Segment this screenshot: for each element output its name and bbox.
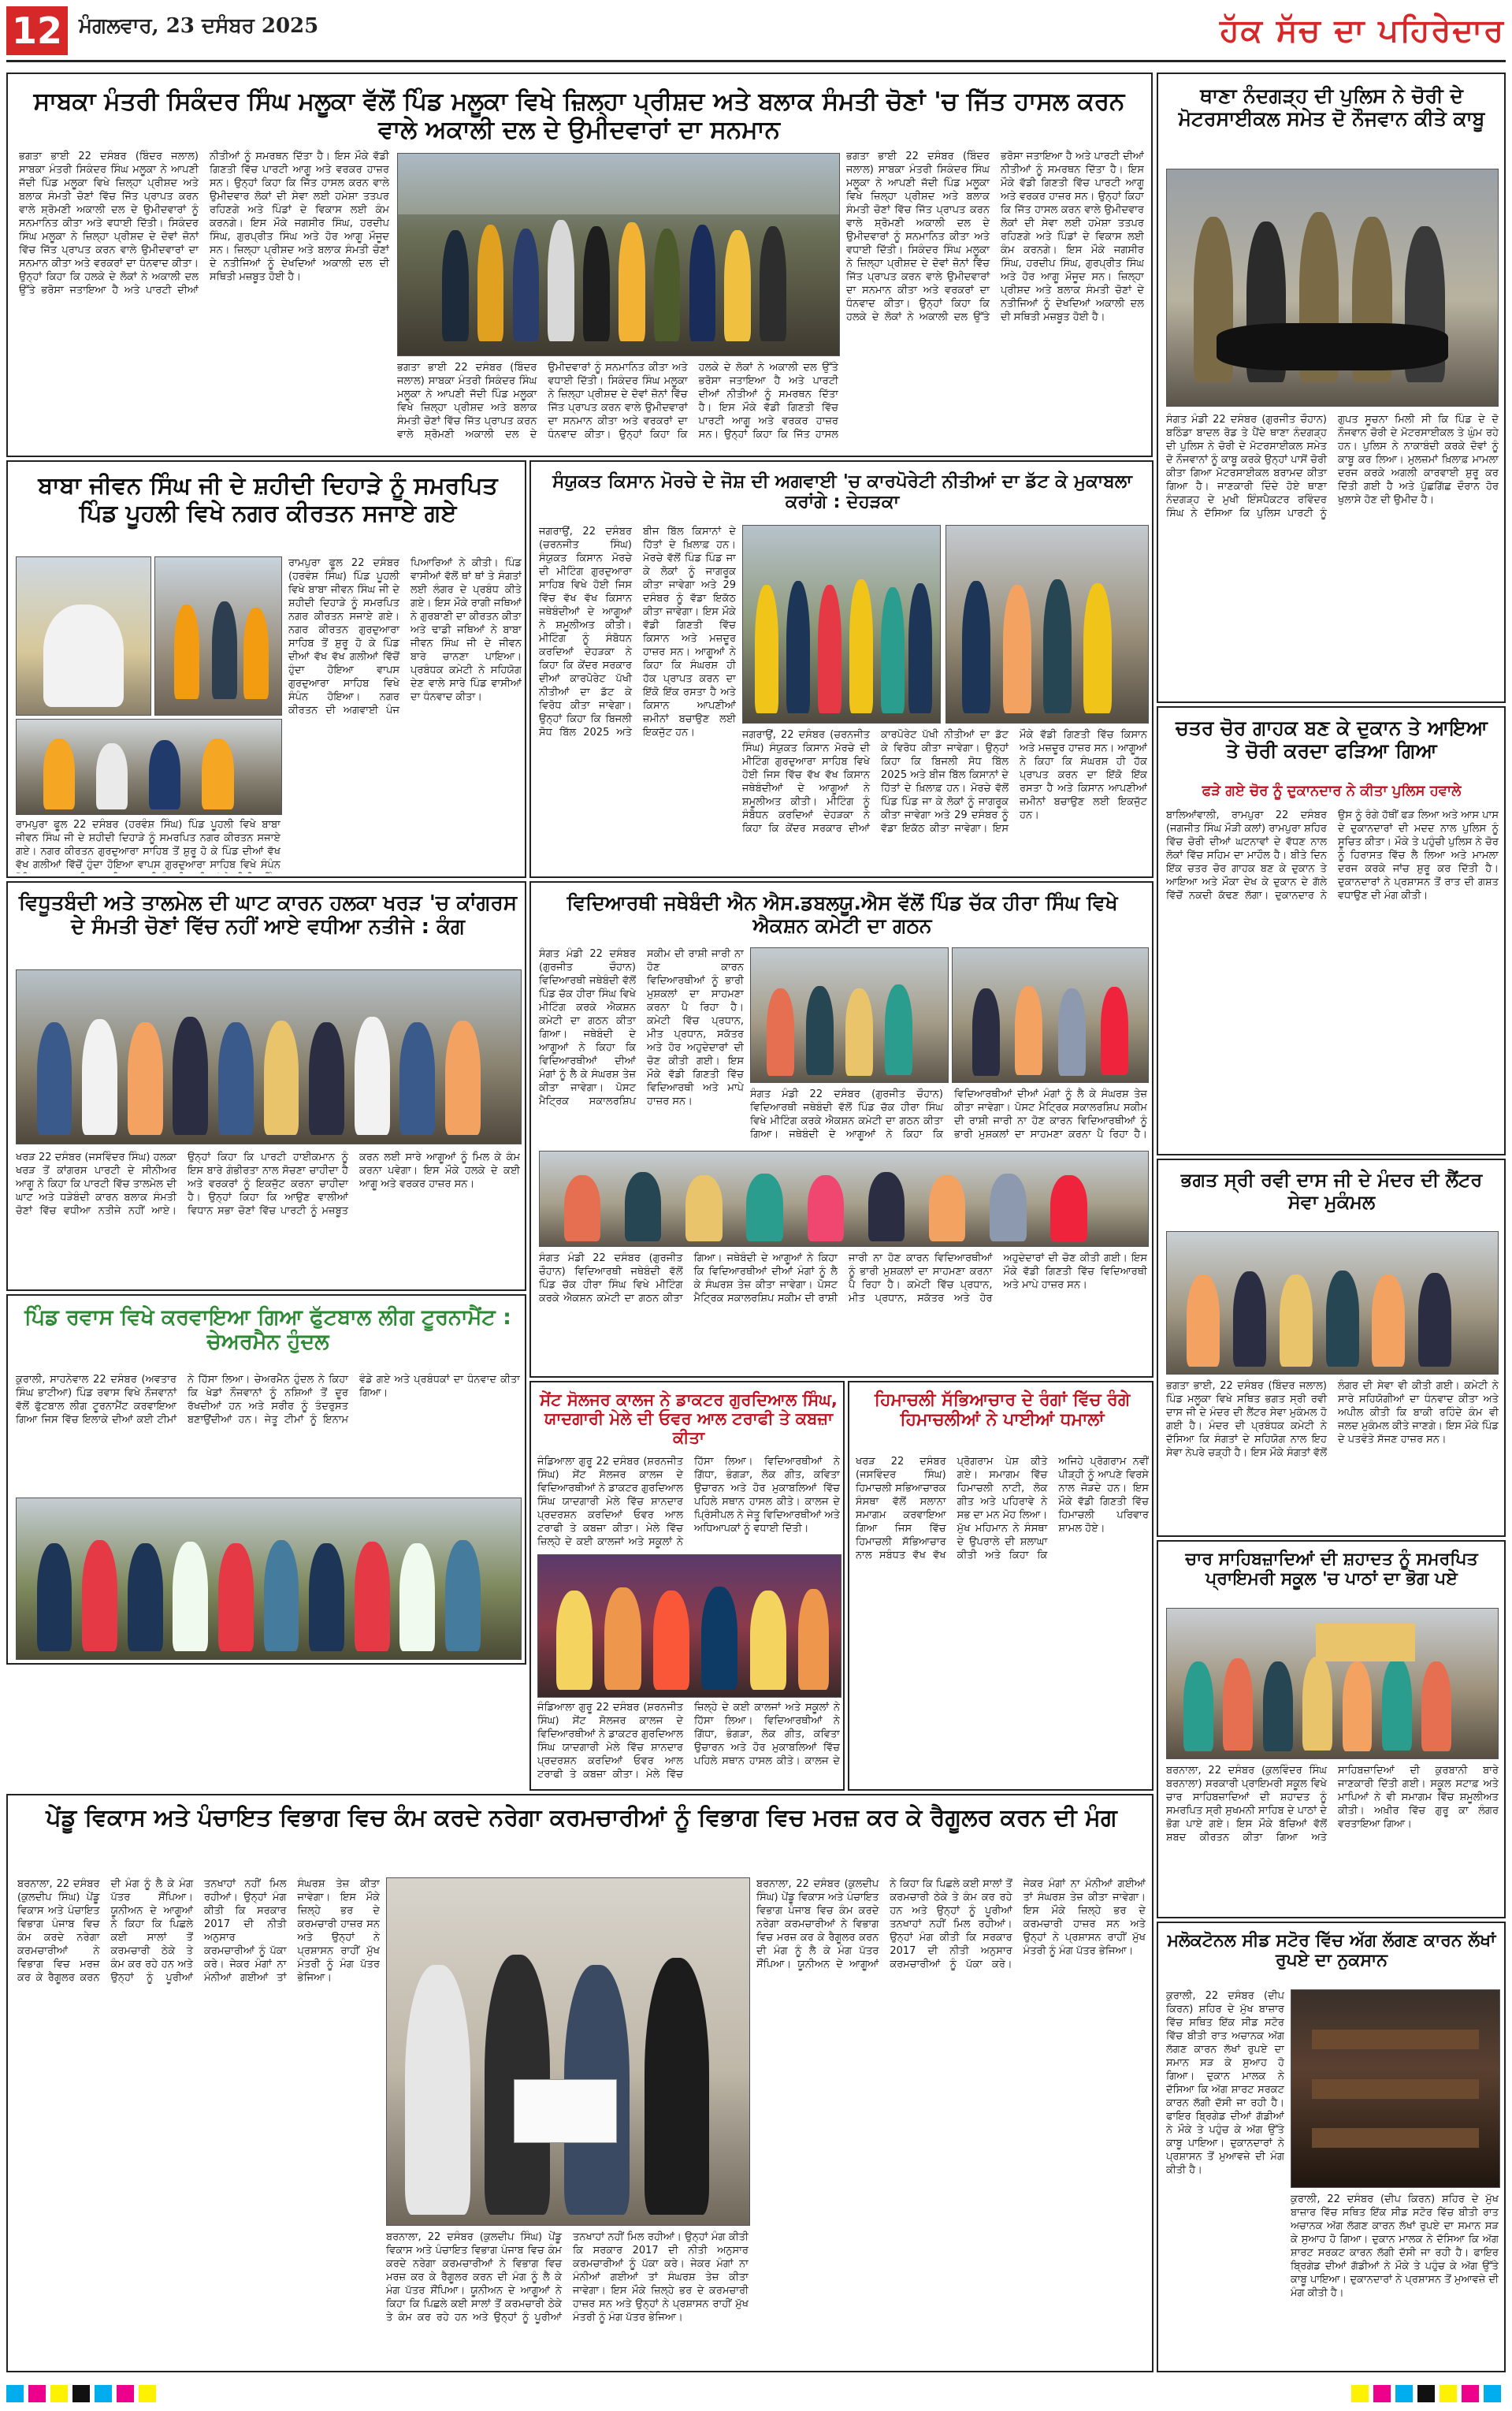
article-a7-photo-3 (539, 1151, 1149, 1247)
brand-line: ਹੱਕ ਸੱਚ ਦਾ ਪਹਿਰੇਦਾਰ (1220, 13, 1505, 49)
article-a5 (1157, 706, 1506, 1155)
article-a11-photo (16, 1498, 522, 1660)
article-a14 (6, 1794, 1154, 2372)
article-a9-photo (537, 1554, 841, 1698)
masthead (0, 0, 1512, 63)
article-a4-photo-1 (742, 525, 941, 724)
article-a7-photo-1 (750, 947, 949, 1083)
article-a8-body: ਖਰੜ 22 ਦਸੰਬਰ (ਜਸਵਿੰਦਰ ਸਿੰਘ) ਹਲਕਾ ਖਰੜ ਤੋਂ ਕਾਂਗਰਸ ਪਾਰਟੀ ਦੇ ਸੀਨੀਅਰ ਆਗੂ ਨੇ ਕਿਹਾ ਕਿ ਪਾਰਟੀ ਵਿੱਚ ਤਾਲਮੇਲ ਦੀ ਘਾਟ ਅਤੇ ਧੜੇਬੰਦੀ ਕਾਰਨ ਬਲਾਕ ਸੰਮਤੀ ਚੋਣਾਂ ਵਿੱਚ ਵਧੀਆ ਨਤੀਜੇ ਨਹੀਂ ਆਏ। ਉਨ੍ਹਾਂ ਕਿਹਾ ਕਿ ਪਾਰਟੀ ਹਾਈਕਮਾਨ ਨੂੰ ਇਸ ਬਾਰੇ ਗੰਭੀਰਤਾ ਨਾਲ ਸੋਚਣਾ ਚਾਹੀਦਾ ਹੈ ਅਤੇ ਵਰਕਰਾਂ ਨੂੰ ਇਕਜੁੱਟ ਕਰਨਾ ਚਾਹੀਦਾ ਹੈ। ਉਨ੍ਹਾਂ ਕਿਹਾ ਕਿ ਆਉਣ ਵਾਲੀਆਂ ਵਿਧਾਨ ਸਭਾ ਚੋਣਾਂ ਵਿੱਚ ਪਾਰਟੀ ਨੂੰ ਮਜ਼ਬੂਤ ਕਰਨ ਲਈ ਸਾਰੇ ਆਗੂਆਂ ਨੂੰ ਮਿਲ ਕੇ ਕੰਮ ਕਰਨਾ ਪਵੇਗਾ। ਇਸ ਮੌਕੇ ਹਲਕੇ ਦੇ ਕਈ ਆਗੂ ਅਤੇ ਵਰਕਰ ਹਾਜ਼ਰ ਸਨ। (16, 1152, 520, 1217)
article-a2-headline: ਥਾਣਾ ਨੰਦਗੜ੍ਹ ਦੀ ਪੁਲਿਸ ਨੇ ਚੋਰੀ ਦੇ ਮੋਟਰਸਾਈਕਲ ਸਮੇਤ ਦੋ ਨੌਜਵਾਨ ਕੀਤੇ ਕਾਬੂ (1178, 84, 1485, 130)
article-a12-body: ਬਰਨਾਲਾ, 22 ਦਸੰਬਰ (ਕੁਲਵਿੰਦਰ ਸਿੰਘ ਬਰਨਾਲਾ) ਸਰਕਾਰੀ ਪ੍ਰਾਇਮਰੀ ਸਕੂਲ ਵਿਖੇ ਚਾਰ ਸਾਹਿਬਜ਼ਾਦਿਆਂ ਦੀ ਸ਼ਹਾਦਤ ਨੂੰ ਸਮਰਪਿਤ ਸ੍ਰੀ ਸੁਖਮਨੀ ਸਾਹਿਬ ਦੇ ਪਾਠਾਂ ਦੇ ਭੋਗ ਪਾਏ ਗਏ। ਇਸ ਮੌਕੇ ਬੱਚਿਆਂ ਵੱਲੋਂ ਸ਼ਬਦ ਕੀਰਤਨ ਕੀਤਾ ਗਿਆ ਅਤੇ ਸਾਹਿਬਜ਼ਾਦਿਆਂ ਦੀ ਕੁਰਬਾਨੀ ਬਾਰੇ ਜਾਣਕਾਰੀ ਦਿੱਤੀ ਗਈ। ਸਕੂਲ ਸਟਾਫ਼ ਅਤੇ ਮਾਪਿਆਂ ਨੇ ਵੀ ਸਮਾਗਮ ਵਿੱਚ ਸ਼ਮੂਲੀਅਤ ਕੀਤੀ। ਅਖ਼ੀਰ ਵਿੱਚ ਗੁਰੂ ਕਾ ਲੰਗਰ ਵਰਤਾਇਆ ਗਿਆ। (1166, 1765, 1499, 1844)
article-a13-photo (1291, 1989, 1500, 2188)
article-a9 (529, 1381, 845, 1791)
article-a4 (529, 460, 1154, 878)
article-a9-body-bottom: ਜੰਡਿਆਲਾ ਗੁਰੂ 22 ਦਸੰਬਰ (ਸ਼ਰਨਜੀਤ ਸਿੰਘ) ਸੇਂਟ ਸੋਲਜਰ ਕਾਲਜ ਦੇ ਵਿਦਿਆਰਥੀਆਂ ਨੇ ਡਾਕਟਰ ਗੁਰਦਿਆਲ ਸਿੰਘ ਯਾਦਗਾਰੀ ਮੇਲੇ ਵਿੱਚ ਸ਼ਾਨਦਾਰ ਪ੍ਰਦਰਸ਼ਨ ਕਰਦਿਆਂ ਓਵਰ ਆਲ ਟਰਾਫੀ ਤੇ ਕਬਜ਼ਾ ਕੀਤਾ। ਮੇਲੇ ਵਿੱਚ ਜ਼ਿਲ੍ਹੇ ਦੇ ਕਈ ਕਾਲਜਾਂ ਅਤੇ ਸਕੂਲਾਂ ਨੇ ਹਿੱਸਾ ਲਿਆ। ਵਿਦਿਆਰਥੀਆਂ ਨੇ ਗਿੱਧਾ, ਭੰਗੜਾ, ਲੋਕ ਗੀਤ, ਕਵਿਤਾ ਉਚਾਰਨ ਅਤੇ ਹੋਰ ਮੁਕਾਬਲਿਆਂ ਵਿੱਚ ਪਹਿਲੇ ਸਥਾਨ ਹਾਸਲ ਕੀਤੇ। ਕਾਲਜ ਦੇ (537, 1702, 840, 1780)
article-a4-body-right: ਜਗਰਾਉਂ, 22 ਦਸੰਬਰ (ਚਰਨਜੀਤ ਸਿੰਘ) ਸੰਯੁਕਤ ਕਿਸਾਨ ਮੋਰਚੇ ਦੀ ਮੀਟਿੰਗ ਗੁਰਦੁਆਰਾ ਸਾਹਿਬ ਵਿਖੇ ਹੋਈ ਜਿਸ ਵਿੱਚ ਵੱਖ ਵੱਖ ਕਿਸਾਨ ਜਥੇਬੰਦੀਆਂ ਦੇ ਆਗੂਆਂ ਨੇ ਸ਼ਮੂਲੀਅਤ ਕੀਤੀ। ਮੀਟਿੰਗ ਨੂੰ ਸੰਬੋਧਨ ਕਰਦਿਆਂ ਦੇਹੜਕਾ ਨੇ ਕਿਹਾ ਕਿ ਕੇਂਦਰ ਸਰਕਾਰ ਦੀਆਂ ਕਾਰਪੋਰੇਟ ਪੱਖੀ ਨੀਤੀਆਂ ਦਾ ਡੱਟ ਕੇ ਵਿਰੋਧ ਕੀਤਾ ਜਾਵੇਗਾ। ਉਨ੍ਹਾਂ ਕਿਹਾ ਕਿ ਬਿਜਲੀ ਸੋਧ ਬਿੱਲ 2025 ਅਤੇ ਬੀਜ ਬਿੱਲ ਕਿਸਾਨਾਂ ਦੇ ਹਿੱਤਾਂ ਦੇ ਖ਼ਿਲਾਫ਼ ਹਨ। ਮੋਰਚੇ ਵੱਲੋਂ ਪਿੰਡ ਪਿੰਡ ਜਾ ਕੇ ਲੋਕਾਂ ਨੂੰ ਜਾਗਰੂਕ ਕੀਤਾ ਜਾਵੇਗਾ ਅਤੇ 29 ਦਸੰਬਰ ਨੂੰ ਵੱਡਾ ਇਕੱਠ ਕੀਤਾ ਜਾਵੇਗਾ। ਇਸ ਮੌਕੇ ਵੱਡੀ ਗਿਣਤੀ ਵਿੱਚ ਕਿਸਾਨ ਅਤੇ ਮਜ਼ਦੂਰ ਹਾਜ਼ਰ ਸਨ। ਆਗੂਆਂ ਨੇ ਕਿਹਾ ਕਿ ਸੰਘਰਸ਼ ਹੀ ਹੱਕ ਪ੍ਰਾਪਤ ਕਰਨ ਦਾ ਇੱਕੋ ਇੱਕ ਰਸਤਾ ਹੈ ਅਤੇ ਕਿਸਾਨ ਆਪਣੀਆਂ ਜ਼ਮੀਨਾਂ ਬਚਾਉਣ ਲਈ ਇਕਜੁੱਟ ਹਨ। (742, 729, 1147, 835)
article-a5-headline: ਚਤਰ ਚੋਰ ਗਾਹਕ ਬਣ ਕੇ ਦੁਕਾਨ ਤੇ ਆਇਆ ਤੇ ਚੋਰੀ ਕਰਦਾ ਫੜਿਆ ਗਿਆ (1175, 716, 1488, 762)
article-a11-headline: ਪਿੰਡ ਰਵਾਸ ਵਿਖੇ ਕਰਵਾਇਆ ਗਿਆ ਫੁੱਟਬਾਲ ਲੀਗ ਟੂਰਨਾਮੈਂਟ : ਚੇਅਰਮੈਨ ਹੁੰਦਲ (24, 1305, 511, 1355)
article-a6-body: ਭਗਤਾ ਭਾਈ, 22 ਦਸੰਬਰ (ਬਿੰਦਰ ਜਲਾਲ) ਪਿੰਡ ਮਲੂਕਾ ਵਿਖੇ ਸਥਿਤ ਭਗਤ ਸ੍ਰੀ ਰਵੀ ਦਾਸ ਜੀ ਦੇ ਮੰਦਰ ਦੀ ਲੈਂਟਰ ਸੇਵਾ ਮੁਕੰਮਲ ਹੋ ਗਈ ਹੈ। ਮੰਦਰ ਦੀ ਪ੍ਰਬੰਧਕ ਕਮੇਟੀ ਨੇ ਦੱਸਿਆ ਕਿ ਸੰਗਤਾਂ ਦੇ ਸਹਿਯੋਗ ਨਾਲ ਇਹ ਸੇਵਾ ਨੇਪਰੇ ਚੜ੍ਹੀ ਹੈ। ਇਸ ਮੌਕੇ ਸੰਗਤਾਂ ਵੱਲੋਂ ਲੰਗਰ ਦੀ ਸੇਵਾ ਵੀ ਕੀਤੀ ਗਈ। ਕਮੇਟੀ ਨੇ ਸਾਰੇ ਸਹਿਯੋਗੀਆਂ ਦਾ ਧੰਨਵਾਦ ਕੀਤਾ ਅਤੇ ਅਪੀਲ ਕੀਤੀ ਕਿ ਬਾਕੀ ਰਹਿੰਦੇ ਕੰਮ ਵੀ ਜਲਦ ਮੁਕੰਮਲ ਕੀਤੇ ਜਾਣਗੇ। ਇਸ ਮੌਕੇ ਪਿੰਡ ਦੇ ਪਤਵੰਤੇ ਸੱਜਣ ਹਾਜ਼ਰ ਸਨ। (1166, 1380, 1499, 1459)
article-a7-body-bottom: ਸੰਗਤ ਮੰਡੀ 22 ਦਸੰਬਰ (ਗੁਰਜੀਤ ਚੌਹਾਨ) ਵਿਦਿਆਰਥੀ ਜਥੇਬੰਦੀ ਵੱਲੋਂ ਪਿੰਡ ਚੱਕ ਹੀਰਾ ਸਿੰਘ ਵਿਖੇ ਮੀਟਿੰਗ ਕਰਕੇ ਐਕਸ਼ਨ ਕਮੇਟੀ ਦਾ ਗਠਨ ਕੀਤਾ ਗਿਆ। ਜਥੇਬੰਦੀ ਦੇ ਆਗੂਆਂ ਨੇ ਕਿਹਾ ਕਿ ਵਿਦਿਆਰਥੀਆਂ ਦੀਆਂ ਮੰਗਾਂ ਨੂੰ ਲੈ ਕੇ ਸੰਘਰਸ਼ ਤੇਜ਼ ਕੀਤਾ ਜਾਵੇਗਾ। ਪੋਸਟ ਮੈਟ੍ਰਿਕ ਸਕਾਲਰਸ਼ਿਪ ਸਕੀਮ ਦੀ ਰਾਸ਼ੀ ਜਾਰੀ ਨਾ ਹੋਣ ਕਾਰਨ ਵਿਦਿਆਰਥੀਆਂ ਨੂੰ ਭਾਰੀ ਮੁਸ਼ਕਲਾਂ ਦਾ ਸਾਹਮਣਾ ਕਰਨਾ ਪੈ ਰਿਹਾ ਹੈ। ਕਮੇਟੀ ਵਿੱਚ ਪ੍ਰਧਾਨ, ਮੀਤ ਪ੍ਰਧਾਨ, ਸਕੱਤਰ ਅਤੇ ਹੋਰ ਅਹੁਦੇਦਾਰਾਂ ਦੀ ਚੋਣ ਕੀਤੀ ਗਈ। ਇਸ ਮੌਕੇ ਵੱਡੀ ਗਿਣਤੀ ਵਿੱਚ ਵਿਦਿਆਰਥੀ ਅਤੇ ਮਾਪੇ ਹਾਜ਼ਰ ਸਨ। (539, 1252, 1147, 1304)
article-a12-headline: ਚਾਰ ਸਾਹਿਬਜ਼ਾਦਿਆਂ ਦੀ ਸ਼ਹਾਦਤ ਨੂੰ ਸਮਰਪਿਤ ਪ੍ਰਾਇਮਰੀ ਸਕੂਲ 'ਚ ਪਾਠਾਂ ਦਾ ਭੋਗ ਪਏ (1185, 1550, 1478, 1590)
article-a8-headline: ਵਿਧੂਤਬੰਦੀ ਅਤੇ ਤਾਲਮੇਲ ਦੀ ਘਾਟ ਕਾਰਨ ਹਲਕਾ ਖਰੜ 'ਚ ਕਾਂਗਰਸ ਦੇ ਸੰਮਤੀ ਚੋਣਾਂ ਵਿੱਚ ਨਹੀਂ ਆਏ ਵਧੀਆ ਨਤੀਜੇ : ਕੰਗ (18, 891, 518, 939)
article-a3-headline: ਬਾਬਾ ਜੀਵਨ ਸਿੰਘ ਜੀ ਦੇ ਸ਼ਹੀਦੀ ਦਿਹਾੜੇ ਨੂੰ ਸਮਰਪਿਤ ਪਿੰਡ ਪੂਹਲੀ ਵਿਖੇ ਨਗਰ ਕੀਰਤਨ ਸਜਾਏ ਗਏ (38, 472, 498, 527)
article-a12 (1157, 1540, 1506, 1918)
article-a11-body: ਕੁਰਾਲੀ, ਸਾਹਨੇਵਾਲ 22 ਦਸੰਬਰ (ਅਵਤਾਰ ਸਿੰਘ ਭਾਟੀਆ) ਪਿੰਡ ਰਵਾਸ ਵਿਖੇ ਨੌਜਵਾਨਾਂ ਵੱਲੋਂ ਫੁੱਟਬਾਲ ਲੀਗ ਟੂਰਨਾਮੈਂਟ ਕਰਵਾਇਆ ਗਿਆ ਜਿਸ ਵਿੱਚ ਇਲਾਕੇ ਦੀਆਂ ਕਈ ਟੀਮਾਂ ਨੇ ਹਿੱਸਾ ਲਿਆ। ਚੇਅਰਮੈਨ ਹੁੰਦਲ ਨੇ ਕਿਹਾ ਕਿ ਖੇਡਾਂ ਨੌਜਵਾਨਾਂ ਨੂੰ ਨਸ਼ਿਆਂ ਤੋਂ ਦੂਰ ਰੱਖਦੀਆਂ ਹਨ ਅਤੇ ਸਰੀਰ ਨੂੰ ਤੰਦਰੁਸਤ ਬਣਾਉਂਦੀਆਂ ਹਨ। ਜੇਤੂ ਟੀਮਾਂ ਨੂੰ ਇਨਾਮ ਵੰਡੇ ਗਏ ਅਤੇ ਪ੍ਰਬੰਧਕਾਂ ਦਾ ਧੰਨਵਾਦ ਕੀਤਾ ਗਿਆ। (16, 1374, 520, 1426)
article-a3-photo-2 (154, 556, 282, 716)
article-a14-headline: ਪੇਂਡੂ ਵਿਕਾਸ ਅਤੇ ਪੰਚਾਇਤ ਵਿਭਾਗ ਵਿਚ ਕੰਮ ਕਰਦੇ ਨਰੇਗਾ ਕਰਮਚਾਰੀਆਂ ਨੂੰ ਵਿਭਾਗ ਵਿਚ ਮਰਜ਼ ਕਰ ਕੇ ਰੈਗੂਲਰ ਕਰਨ ਦੀ ਮੰਗ (46, 1804, 1117, 1832)
article-a12-photo (1166, 1608, 1499, 1759)
article-a6-photo (1166, 1231, 1499, 1375)
date-line: ਮੰਗਲਵਾਰ, 23 ਦਸੰਬਰ 2025 (79, 14, 319, 38)
article-a7-photo-2 (952, 947, 1149, 1083)
article-a13-headline: ਮਲੋਕਟੋਨਲ ਸੀਡ ਸਟੋਰ ਵਿੱਚ ਅੱਗ ਲੱਗਣ ਕਾਰਨ ਲੱਖਾਂ ਰੁਪਏ ਦਾ ਨੁਕਸਾਨ (1167, 1931, 1496, 1971)
article-a3-photo-3 (16, 719, 282, 815)
article-a1-body-left: ਭਗਤਾ ਭਾਈ 22 ਦਸੰਬਰ (ਬਿੰਦਰ ਜਲਾਲ) ਸਾਬਕਾ ਮੰਤਰੀ ਸਿਕੰਦਰ ਸਿੰਘ ਮਲੂਕਾ ਨੇ ਆਪਣੀ ਜੱਦੀ ਪਿੰਡ ਮਲੂਕਾ ਵਿਖੇ ਜ਼ਿਲ੍ਹਾ ਪ੍ਰੀਸ਼ਦ ਅਤੇ ਬਲਾਕ ਸੰਮਤੀ ਚੋਣਾਂ ਵਿੱਚ ਜਿੱਤ ਪ੍ਰਾਪਤ ਕਰਨ ਵਾਲੇ ਸ਼੍ਰੋਮਣੀ ਅਕਾਲੀ ਦਲ ਦੇ ਉਮੀਦਵਾਰਾਂ ਨੂੰ ਸਨਮਾਨਿਤ ਕੀਤਾ ਅਤੇ ਵਧਾਈ ਦਿੱਤੀ। ਸਿਕੰਦਰ ਸਿੰਘ ਮਲੂਕਾ ਨੇ ਜ਼ਿਲ੍ਹਾ ਪ੍ਰੀਸ਼ਦ ਦੇ ਦੋਵਾਂ ਜ਼ੋਨਾਂ ਵਿੱਚ ਜਿੱਤ ਪ੍ਰਾਪਤ ਕਰਨ ਵਾਲੇ ਉਮੀਦਵਾਰਾਂ ਦਾ ਸਨਮਾਨ ਕੀਤਾ ਅਤੇ ਵਰਕਰਾਂ ਦਾ ਧੰਨਵਾਦ ਕੀਤਾ। ਉਨ੍ਹਾਂ ਕਿਹਾ ਕਿ ਹਲਕੇ ਦੇ ਲੋਕਾਂ ਨੇ ਅਕਾਲੀ ਦਲ ਉੱਤੇ ਭਰੋਸਾ ਜਤਾਇਆ ਹੈ ਅਤੇ ਪਾਰਟੀ ਦੀਆਂ ਨੀਤੀਆਂ ਨੂੰ ਸਮਰਥਨ ਦਿੱਤਾ ਹੈ। ਇਸ ਮੌਕੇ ਵੱਡੀ ਗਿਣਤੀ ਵਿੱਚ ਪਾਰਟੀ ਆਗੂ ਅਤੇ ਵਰਕਰ ਹਾਜ਼ਰ ਸਨ। ਉਨ੍ਹਾਂ ਕਿਹਾ ਕਿ ਜਿੱਤ ਹਾਸਲ ਕਰਨ ਵਾਲੇ ਉਮੀਦਵਾਰ ਲੋਕਾਂ ਦੀ ਸੇਵਾ ਲਈ ਹਮੇਸ਼ਾ ਤਤਪਰ ਰਹਿਣਗੇ ਅਤੇ ਪਿੰਡਾਂ ਦੇ ਵਿਕਾਸ ਲਈ ਕੰਮ ਕਰਨਗੇ। ਇਸ ਮੌਕੇ ਜਗਸੀਰ ਸਿੰਘ, ਹਰਦੀਪ ਸਿੰਘ, ਗੁਰਪ੍ਰੀਤ ਸਿੰਘ ਅਤੇ ਹੋਰ ਆਗੂ ਮੌਜੂਦ ਸਨ। ਜ਼ਿਲ੍ਹਾ ਪ੍ਰੀਸ਼ਦ ਅਤੇ ਬਲਾਕ ਸੰਮਤੀ ਚੋਣਾਂ ਦੇ ਨਤੀਜਿਆਂ ਨੂੰ ਦੇਖਦਿਆਂ ਅਕਾਲੀ ਦਲ ਦੀ ਸਥਿਤੀ ਮਜ਼ਬੂਤ ਹੋਈ ਹੈ। (19, 151, 389, 296)
article-a6 (1157, 1159, 1506, 1537)
article-a10-headline: ਹਿਮਾਚਲੀ ਸੱਭਿਆਚਾਰ ਦੇ ਰੰਗਾਂ ਵਿੱਚ ਰੰਗੇ ਹਿਮਾਚਲੀਆਂ ਨੇ ਪਾਈਆਂ ਧਮਾਲਾਂ (874, 1390, 1131, 1431)
article-a2-body: ਸੰਗਤ ਮੰਡੀ 22 ਦਸੰਬਰ (ਗੁਰਜੀਤ ਚੌਹਾਨ) ਬਠਿੰਡਾ ਬਾਦਲ ਰੋਡ ਤੇ ਪੈਂਦੇ ਥਾਣਾ ਨੰਦਗੜ੍ਹ ਦੀ ਪੁਲਿਸ ਨੇ ਚੋਰੀ ਦੇ ਮੋਟਰਸਾਈਕਲ ਸਮੇਤ ਦੋ ਨੌਜਵਾਨਾਂ ਨੂੰ ਕਾਬੂ ਕਰਕੇ ਉਨ੍ਹਾਂ ਪਾਸੋਂ ਚੋਰੀ ਕੀਤਾ ਗਿਆ ਮੋਟਰਸਾਈਕਲ ਬਰਾਮਦ ਕੀਤਾ ਗਿਆ ਹੈ। ਜਾਣਕਾਰੀ ਦਿੰਦੇ ਹੋਏ ਥਾਣਾ ਨੰਦਗੜ੍ਹ ਦੇ ਮੁਖੀ ਇੰਸਪੈਕਟਰ ਰਵਿੰਦਰ ਸਿੰਘ ਨੇ ਦੱਸਿਆ ਕਿ ਪੁਲਿਸ ਪਾਰਟੀ ਨੂੰ ਗੁਪਤ ਸੂਚਨਾ ਮਿਲੀ ਸੀ ਕਿ ਪਿੰਡ ਦੇ ਦੋ ਨੌਜਵਾਨ ਚੋਰੀ ਦੇ ਮੋਟਰਸਾਈਕਲ ਤੇ ਘੁੰਮ ਰਹੇ ਹਨ। ਪੁਲਿਸ ਨੇ ਨਾਕਾਬੰਦੀ ਕਰਕੇ ਦੋਵਾਂ ਨੂੰ ਕਾਬੂ ਕਰ ਲਿਆ। ਮੁਲਜ਼ਮਾਂ ਖ਼ਿਲਾਫ਼ ਮਾਮਲਾ ਦਰਜ ਕਰਕੇ ਅਗਲੀ ਕਾਰਵਾਈ ਸ਼ੁਰੂ ਕਰ ਦਿੱਤੀ ਗਈ ਹੈ ਅਤੇ ਪੁੱਛਗਿੱਛ ਦੌਰਾਨ ਹੋਰ ਖੁਲਾਸੇ ਹੋਣ ਦੀ ਉਮੀਦ ਹੈ। (1166, 414, 1499, 519)
article-a2 (1157, 73, 1506, 703)
article-a1-body-under: ਭਗਤਾ ਭਾਈ 22 ਦਸੰਬਰ (ਬਿੰਦਰ ਜਲਾਲ) ਸਾਬਕਾ ਮੰਤਰੀ ਸਿਕੰਦਰ ਸਿੰਘ ਮਲੂਕਾ ਨੇ ਆਪਣੀ ਜੱਦੀ ਪਿੰਡ ਮਲੂਕਾ ਵਿਖੇ ਜ਼ਿਲ੍ਹਾ ਪ੍ਰੀਸ਼ਦ ਅਤੇ ਬਲਾਕ ਸੰਮਤੀ ਚੋਣਾਂ ਵਿੱਚ ਜਿੱਤ ਪ੍ਰਾਪਤ ਕਰਨ ਵਾਲੇ ਸ਼੍ਰੋਮਣੀ ਅਕਾਲੀ ਦਲ ਦੇ ਉਮੀਦਵਾਰਾਂ ਨੂੰ ਸਨਮਾਨਿਤ ਕੀਤਾ ਅਤੇ ਵਧਾਈ ਦਿੱਤੀ। ਸਿਕੰਦਰ ਸਿੰਘ ਮਲੂਕਾ ਨੇ ਜ਼ਿਲ੍ਹਾ ਪ੍ਰੀਸ਼ਦ ਦੇ ਦੋਵਾਂ ਜ਼ੋਨਾਂ ਵਿੱਚ ਜਿੱਤ ਪ੍ਰਾਪਤ ਕਰਨ ਵਾਲੇ ਉਮੀਦਵਾਰਾਂ ਦਾ ਸਨਮਾਨ ਕੀਤਾ ਅਤੇ ਵਰਕਰਾਂ ਦਾ ਧੰਨਵਾਦ ਕੀਤਾ। ਉਨ੍ਹਾਂ ਕਿਹਾ ਕਿ ਹਲਕੇ ਦੇ ਲੋਕਾਂ ਨੇ ਅਕਾਲੀ ਦਲ ਉੱਤੇ ਭਰੋਸਾ ਜਤਾਇਆ ਹੈ ਅਤੇ ਪਾਰਟੀ ਦੀਆਂ ਨੀਤੀਆਂ ਨੂੰ ਸਮਰਥਨ ਦਿੱਤਾ ਹੈ। ਇਸ ਮੌਕੇ ਵੱਡੀ ਗਿਣਤੀ ਵਿੱਚ ਪਾਰਟੀ ਆਗੂ ਅਤੇ ਵਰਕਰ ਹਾਜ਼ਰ ਸਨ। ਉਨ੍ਹਾਂ ਕਿਹਾ ਕਿ ਜਿੱਤ ਹਾਸਲ (397, 362, 838, 441)
article-a5-body: ਬਾਲਿਆਂਵਾਲੀ, ਰਾਮਪੁਰਾ 22 ਦਸੰਬਰ (ਜਗਜੀਤ ਸਿੰਘ ਮੌੜੀ ਕਲਾਂ) ਰਾਮਪੁਰਾ ਸ਼ਹਿਰ ਵਿੱਚ ਚੋਰੀ ਦੀਆਂ ਘਟਨਾਵਾਂ ਦੇ ਵੱਧਣ ਨਾਲ ਲੋਕਾਂ ਵਿੱਚ ਸਹਿਮ ਦਾ ਮਾਹੌਲ ਹੈ। ਬੀਤੇ ਦਿਨ ਇੱਕ ਚਤਰ ਚੋਰ ਗਾਹਕ ਬਣ ਕੇ ਦੁਕਾਨ ਤੇ ਆਇਆ ਅਤੇ ਮੌਕਾ ਦੇਖ ਕੇ ਦੁਕਾਨ ਦੇ ਗੱਲੇ ਵਿੱਚੋਂ ਨਕਦੀ ਕੱਢਣ ਲੱਗਾ। ਦੁਕਾਨਦਾਰ ਨੇ ਉਸ ਨੂੰ ਰੰਗੇ ਹੱਥੀਂ ਫੜ ਲਿਆ ਅਤੇ ਆਸ ਪਾਸ ਦੇ ਦੁਕਾਨਦਾਰਾਂ ਦੀ ਮਦਦ ਨਾਲ ਪੁਲਿਸ ਨੂੰ ਸੂਚਿਤ ਕੀਤਾ। ਮੌਕੇ ਤੇ ਪਹੁੰਚੀ ਪੁਲਿਸ ਨੇ ਚੋਰ ਨੂੰ ਹਿਰਾਸਤ ਵਿੱਚ ਲੈ ਲਿਆ ਅਤੇ ਮਾਮਲਾ ਦਰਜ ਕਰਕੇ ਜਾਂਚ ਸ਼ੁਰੂ ਕਰ ਦਿੱਤੀ ਹੈ। ਦੁਕਾਨਦਾਰਾਂ ਨੇ ਪ੍ਰਸ਼ਾਸਨ ਤੋਂ ਰਾਤ ਦੀ ਗਸ਼ਤ ਵਧਾਉਣ ਦੀ ਮੰਗ ਕੀਤੀ। (1166, 809, 1499, 902)
masthead-rule (6, 60, 1506, 62)
article-a9-headline: ਸੇਂਟ ਸੋਲਜਰ ਕਾਲਜ ਨੇ ਡਾਕਟਰ ਗੁਰਦਿਆਲ ਸਿੰਘ, ਯਾਦਗਾਰੀ ਮੇਲੇ ਦੀ ਓਵਰ ਆਲ ਟਰਾਫੀ ਤੇ ਕਬਜ਼ਾ ਕੀਤਾ (540, 1390, 838, 1448)
registration-swatches-left (6, 2385, 161, 2402)
article-a14-photo (386, 1877, 750, 2226)
article-a7-headline: ਵਿਦਿਆਰਥੀ ਜਥੇਬੰਦੀ ਐਨ ਐਸ.ਡਬਲਯੂ.ਐਸ ਵੱਲੋਂ ਪਿੰਡ ਚੱਕ ਹੀਰਾ ਸਿੰਘ ਵਿਖੇ ਐਕਸ਼ਨ ਕਮੇਟੀ ਦਾ ਗਠਨ (567, 891, 1118, 937)
article-a7 (529, 881, 1154, 1378)
article-a6-headline: ਭਗਤ ਸ੍ਰੀ ਰਵੀ ਦਾਸ ਜੀ ਦੇ ਮੰਦਰ ਦੀ ਲੈਂਟਰ ਸੇਵਾ ਮੁਕੰਮਲ (1180, 1169, 1483, 1213)
article-a10-body: ਖਰੜ 22 ਦਸੰਬਰ (ਜਸਵਿੰਦਰ ਸਿੰਘ) ਹਿਮਾਚਲੀ ਸਭਿਆਚਾਰਕ ਸੰਸਥਾ ਵੱਲੋਂ ਸਲਾਨਾ ਸਮਾਗਮ ਕਰਵਾਇਆ ਗਿਆ ਜਿਸ ਵਿੱਚ ਹਿਮਾਚਲੀ ਸੱਭਿਆਚਾਰ ਨਾਲ ਸਬੰਧਤ ਵੱਖ ਵੱਖ ਪ੍ਰੋਗਰਾਮ ਪੇਸ਼ ਕੀਤੇ ਗਏ। ਸਮਾਗਮ ਵਿੱਚ ਹਿਮਾਚਲੀ ਨਾਟੀ, ਲੋਕ ਗੀਤ ਅਤੇ ਪਹਿਰਾਵੇ ਨੇ ਸਭ ਦਾ ਮਨ ਮੋਹ ਲਿਆ। ਮੁੱਖ ਮਹਿਮਾਨ ਨੇ ਸੰਸਥਾ ਦੇ ਉਪਰਾਲੇ ਦੀ ਸ਼ਲਾਘਾ ਕੀਤੀ ਅਤੇ ਕਿਹਾ ਕਿ ਅਜਿਹੇ ਪ੍ਰੋਗਰਾਮ ਨਵੀਂ ਪੀੜ੍ਹੀ ਨੂੰ ਆਪਣੇ ਵਿਰਸੇ ਨਾਲ ਜੋੜਦੇ ਹਨ। ਇਸ ਮੌਕੇ ਵੱਡੀ ਗਿਣਤੀ ਵਿੱਚ ਹਿਮਾਚਲੀ ਪਰਿਵਾਰ ਸ਼ਾਮਲ ਹੋਏ। (856, 1456, 1149, 1561)
article-a14-body-right: ਬਰਨਾਲਾ, 22 ਦਸੰਬਰ (ਕੁਲਦੀਪ ਸਿੰਘ) ਪੇਂਡੂ ਵਿਕਾਸ ਅਤੇ ਪੰਚਾਇਤ ਵਿਭਾਗ ਪੰਜਾਬ ਵਿਚ ਕੰਮ ਕਰਦੇ ਨਰੇਗਾ ਕਰਮਚਾਰੀਆਂ ਨੇ ਵਿਭਾਗ ਵਿਚ ਮਰਜ਼ ਕਰ ਕੇ ਰੈਗੂਲਰ ਕਰਨ ਦੀ ਮੰਗ ਨੂੰ ਲੈ ਕੇ ਮੰਗ ਪੱਤਰ ਸੌਂਪਿਆ। ਯੂਨੀਅਨ ਦੇ ਆਗੂਆਂ ਨੇ ਕਿਹਾ ਕਿ ਪਿਛਲੇ ਕਈ ਸਾਲਾਂ ਤੋਂ ਕਰਮਚਾਰੀ ਠੇਕੇ ਤੇ ਕੰਮ ਕਰ ਰਹੇ ਹਨ ਅਤੇ ਉਨ੍ਹਾਂ ਨੂੰ ਪੂਰੀਆਂ ਤਨਖਾਹਾਂ ਨਹੀਂ ਮਿਲ ਰਹੀਆਂ। ਉਨ੍ਹਾਂ ਮੰਗ ਕੀਤੀ ਕਿ ਸਰਕਾਰ 2017 ਦੀ ਨੀਤੀ ਅਨੁਸਾਰ ਕਰਮਚਾਰੀਆਂ ਨੂੰ ਪੱਕਾ ਕਰੇ। ਜੇਕਰ ਮੰਗਾਂ ਨਾ ਮੰਨੀਆਂ ਗਈਆਂ ਤਾਂ ਸੰਘਰਸ਼ ਤੇਜ਼ ਕੀਤਾ ਜਾਵੇਗਾ। ਇਸ ਮੌਕੇ ਜ਼ਿਲ੍ਹੇ ਭਰ ਦੇ ਕਰਮਚਾਰੀ ਹਾਜ਼ਰ ਸਨ ਅਤੇ ਉਨ੍ਹਾਂ ਨੇ ਪ੍ਰਸ਼ਾਸਨ ਰਾਹੀਂ ਮੁੱਖ ਮੰਤਰੀ ਨੂੰ ਮੰਗ ਪੱਤਰ ਭੇਜਿਆ। (756, 1878, 1146, 1970)
article-a1-headline: ਸਾਬਕਾ ਮੰਤਰੀ ਸਿਕੰਦਰ ਸਿੰਘ ਮਲੂਕਾ ਵੱਲੋਂ ਪਿੰਡ ਮਲੂਕਾ ਵਿਖੇ ਜ਼ਿਲ੍ਹਾ ਪ੍ਰੀਸ਼ਦ ਅਤੇ ਬਲਾਕ ਸੰਮਤੀ ਚੋਣਾਂ 'ਚ ਜਿੱਤ ਹਾਸਲ ਕਰਨ ਵਾਲੇ ਅਕਾਲੀ ਦਲ ਦੇ ਉਮੀਦਵਾਰਾਂ ਦਾ ਸਨਮਾਨ (33, 87, 1125, 144)
registration-swatches-right (1351, 2385, 1506, 2402)
article-a4-headline: ਸੰਯੁਕਤ ਕਿਸਾਨ ਮੋਰਚੇ ਦੇ ਜੋਸ਼ ਦੀ ਅਗਵਾਈ 'ਚ ਕਾਰਪੋਰੇਟੀ ਨੀਤੀਆਂ ਦਾ ਡੱਟ ਕੇ ਮੁਕਾਬਲਾ ਕਰਾਂਗੇ : ਦੇਹੜਕਾ (552, 471, 1132, 513)
article-a3-body: ਰਾਮਪੁਰਾ ਫੂਲ 22 ਦਸੰਬਰ (ਹਰਵੰਸ਼ ਸਿੰਘ) ਪਿੰਡ ਪੂਹਲੀ ਵਿਖੇ ਬਾਬਾ ਜੀਵਨ ਸਿੰਘ ਜੀ ਦੇ ਸ਼ਹੀਦੀ ਦਿਹਾੜੇ ਨੂੰ ਸਮਰਪਿਤ ਨਗਰ ਕੀਰਤਨ ਸਜਾਏ ਗਏ। ਨਗਰ ਕੀਰਤਨ ਗੁਰਦੁਆਰਾ ਸਾਹਿਬ ਤੋਂ ਸ਼ੁਰੂ ਹੋ ਕੇ ਪਿੰਡ ਦੀਆਂ ਵੱਖ ਵੱਖ ਗਲੀਆਂ ਵਿੱਚੋਂ ਹੁੰਦਾ ਹੋਇਆ ਵਾਪਸ ਗੁਰਦੁਆਰਾ ਸਾਹਿਬ ਵਿਖੇ ਸੰਪੰਨ ਹੋਇਆ। ਨਗਰ ਕੀਰਤਨ ਦੀ ਅਗਵਾਈ ਪੰਜ ਪਿਆਰਿਆਂ ਨੇ ਕੀਤੀ। ਪਿੰਡ ਵਾਸੀਆਂ ਵੱਲੋਂ ਥਾਂ ਥਾਂ ਤੇ ਸੰਗਤਾਂ ਲਈ ਲੰਗਰ ਦੇ ਪ੍ਰਬੰਧ ਕੀਤੇ ਗਏ। ਇਸ ਮੌਕੇ ਰਾਗੀ ਜਥਿਆਂ ਨੇ ਗੁਰਬਾਣੀ ਦਾ ਕੀਰਤਨ ਕੀਤਾ ਅਤੇ ਢਾਡੀ ਜਥਿਆਂ ਨੇ ਬਾਬਾ ਜੀਵਨ ਸਿੰਘ ਜੀ ਦੇ ਜੀਵਨ ਬਾਰੇ ਚਾਨਣਾ ਪਾਇਆ। ਪ੍ਰਬੰਧਕ ਕਮੇਟੀ ਨੇ ਸਹਿਯੋਗ ਦੇਣ ਵਾਲੇ ਸਾਰੇ ਪਿੰਡ ਵਾਸੀਆਂ ਦਾ ਧੰਨਵਾਦ ਕੀਤਾ। (288, 557, 522, 716)
article-a14-body-left: ਬਰਨਾਲਾ, 22 ਦਸੰਬਰ (ਕੁਲਦੀਪ ਸਿੰਘ) ਪੇਂਡੂ ਵਿਕਾਸ ਅਤੇ ਪੰਚਾਇਤ ਵਿਭਾਗ ਪੰਜਾਬ ਵਿਚ ਕੰਮ ਕਰਦੇ ਨਰੇਗਾ ਕਰਮਚਾਰੀਆਂ ਨੇ ਵਿਭਾਗ ਵਿਚ ਮਰਜ਼ ਕਰ ਕੇ ਰੈਗੂਲਰ ਕਰਨ ਦੀ ਮੰਗ ਨੂੰ ਲੈ ਕੇ ਮੰਗ ਪੱਤਰ ਸੌਂਪਿਆ। ਯੂਨੀਅਨ ਦੇ ਆਗੂਆਂ ਨੇ ਕਿਹਾ ਕਿ ਪਿਛਲੇ ਕਈ ਸਾਲਾਂ ਤੋਂ ਕਰਮਚਾਰੀ ਠੇਕੇ ਤੇ ਕੰਮ ਕਰ ਰਹੇ ਹਨ ਅਤੇ ਉਨ੍ਹਾਂ ਨੂੰ ਪੂਰੀਆਂ ਤਨਖਾਹਾਂ ਨਹੀਂ ਮਿਲ ਰਹੀਆਂ। ਉਨ੍ਹਾਂ ਮੰਗ ਕੀਤੀ ਕਿ ਸਰਕਾਰ 2017 ਦੀ ਨੀਤੀ ਅਨੁਸਾਰ ਕਰਮਚਾਰੀਆਂ ਨੂੰ ਪੱਕਾ ਕਰੇ। ਜੇਕਰ ਮੰਗਾਂ ਨਾ ਮੰਨੀਆਂ ਗਈਆਂ ਤਾਂ ਸੰਘਰਸ਼ ਤੇਜ਼ ਕੀਤਾ ਜਾਵੇਗਾ। ਇਸ ਮੌਕੇ ਜ਼ਿਲ੍ਹੇ ਭਰ ਦੇ ਕਰਮਚਾਰੀ ਹਾਜ਼ਰ ਸਨ ਅਤੇ ਉਨ੍ਹਾਂ ਨੇ ਪ੍ਰਸ਼ਾਸਨ ਰਾਹੀਂ ਮੁੱਖ ਮੰਤਰੀ ਨੂੰ ਮੰਗ ਪੱਤਰ ਭੇਜਿਆ। (17, 1878, 380, 1984)
article-a7-body-left: ਸੰਗਤ ਮੰਡੀ 22 ਦਸੰਬਰ (ਗੁਰਜੀਤ ਚੌਹਾਨ) ਵਿਦਿਆਰਥੀ ਜਥੇਬੰਦੀ ਵੱਲੋਂ ਪਿੰਡ ਚੱਕ ਹੀਰਾ ਸਿੰਘ ਵਿਖੇ ਮੀਟਿੰਗ ਕਰਕੇ ਐਕਸ਼ਨ ਕਮੇਟੀ ਦਾ ਗਠਨ ਕੀਤਾ ਗਿਆ। ਜਥੇਬੰਦੀ ਦੇ ਆਗੂਆਂ ਨੇ ਕਿਹਾ ਕਿ ਵਿਦਿਆਰਥੀਆਂ ਦੀਆਂ ਮੰਗਾਂ ਨੂੰ ਲੈ ਕੇ ਸੰਘਰਸ਼ ਤੇਜ਼ ਕੀਤਾ ਜਾਵੇਗਾ। ਪੋਸਟ ਮੈਟ੍ਰਿਕ ਸਕਾਲਰਸ਼ਿਪ ਸਕੀਮ ਦੀ ਰਾਸ਼ੀ ਜਾਰੀ ਨਾ ਹੋਣ ਕਾਰਨ ਵਿਦਿਆਰਥੀਆਂ ਨੂੰ ਭਾਰੀ ਮੁਸ਼ਕਲਾਂ ਦਾ ਸਾਹਮਣਾ ਕਰਨਾ ਪੈ ਰਿਹਾ ਹੈ। ਕਮੇਟੀ ਵਿੱਚ ਪ੍ਰਧਾਨ, ਮੀਤ ਪ੍ਰਧਾਨ, ਸਕੱਤਰ ਅਤੇ ਹੋਰ ਅਹੁਦੇਦਾਰਾਂ ਦੀ ਚੋਣ ਕੀਤੀ ਗਈ। ਇਸ ਮੌਕੇ ਵੱਡੀ ਗਿਣਤੀ ਵਿੱਚ ਵਿਦਿਆਰਥੀ ਅਤੇ ਮਾਪੇ ਹਾਜ਼ਰ ਸਨ। (539, 948, 744, 1107)
article-a13-body-bottom: ਕੁਰਾਲੀ, 22 ਦਸੰਬਰ (ਦੀਪ ਕਿਰਨ) ਸ਼ਹਿਰ ਦੇ ਮੁੱਖ ਬਾਜ਼ਾਰ ਵਿੱਚ ਸਥਿਤ ਇੱਕ ਸੀਡ ਸਟੋਰ ਵਿੱਚ ਬੀਤੀ ਰਾਤ ਅਚਾਨਕ ਅੱਗ ਲੱਗਣ ਕਾਰਨ ਲੱਖਾਂ ਰੁਪਏ ਦਾ ਸਮਾਨ ਸੜ ਕੇ ਸੁਆਹ ਹੋ ਗਿਆ। ਦੁਕਾਨ ਮਾਲਕ ਨੇ ਦੱਸਿਆ ਕਿ ਅੱਗ ਸ਼ਾਰਟ ਸਰਕਟ ਕਾਰਨ ਲੱਗੀ ਦੱਸੀ ਜਾ ਰਹੀ ਹੈ। ਫਾਇਰ ਬ੍ਰਿਗੇਡ ਦੀਆਂ ਗੱਡੀਆਂ ਨੇ ਮੌਕੇ ਤੇ ਪਹੁੰਚ ਕੇ ਅੱਗ ਉੱਤੇ ਕਾਬੂ ਪਾਇਆ। ਦੁਕਾਨਦਾਰਾਂ ਨੇ ਪ੍ਰਸ਼ਾਸਨ ਤੋਂ ਮੁਆਵਜ਼ੇ ਦੀ ਮੰਗ ਕੀਤੀ ਹੈ। (1291, 2193, 1499, 2299)
article-a1 (6, 73, 1153, 457)
article-a1-body-right: ਭਗਤਾ ਭਾਈ 22 ਦਸੰਬਰ (ਬਿੰਦਰ ਜਲਾਲ) ਸਾਬਕਾ ਮੰਤਰੀ ਸਿਕੰਦਰ ਸਿੰਘ ਮਲੂਕਾ ਨੇ ਆਪਣੀ ਜੱਦੀ ਪਿੰਡ ਮਲੂਕਾ ਵਿਖੇ ਜ਼ਿਲ੍ਹਾ ਪ੍ਰੀਸ਼ਦ ਅਤੇ ਬਲਾਕ ਸੰਮਤੀ ਚੋਣਾਂ ਵਿੱਚ ਜਿੱਤ ਪ੍ਰਾਪਤ ਕਰਨ ਵਾਲੇ ਸ਼੍ਰੋਮਣੀ ਅਕਾਲੀ ਦਲ ਦੇ ਉਮੀਦਵਾਰਾਂ ਨੂੰ ਸਨਮਾਨਿਤ ਕੀਤਾ ਅਤੇ ਵਧਾਈ ਦਿੱਤੀ। ਸਿਕੰਦਰ ਸਿੰਘ ਮਲੂਕਾ ਨੇ ਜ਼ਿਲ੍ਹਾ ਪ੍ਰੀਸ਼ਦ ਦੇ ਦੋਵਾਂ ਜ਼ੋਨਾਂ ਵਿੱਚ ਜਿੱਤ ਪ੍ਰਾਪਤ ਕਰਨ ਵਾਲੇ ਉਮੀਦਵਾਰਾਂ ਦਾ ਸਨਮਾਨ ਕੀਤਾ ਅਤੇ ਵਰਕਰਾਂ ਦਾ ਧੰਨਵਾਦ ਕੀਤਾ। ਉਨ੍ਹਾਂ ਕਿਹਾ ਕਿ ਹਲਕੇ ਦੇ ਲੋਕਾਂ ਨੇ ਅਕਾਲੀ ਦਲ ਉੱਤੇ ਭਰੋਸਾ ਜਤਾਇਆ ਹੈ ਅਤੇ ਪਾਰਟੀ ਦੀਆਂ ਨੀਤੀਆਂ ਨੂੰ ਸਮਰਥਨ ਦਿੱਤਾ ਹੈ। ਇਸ ਮੌਕੇ ਵੱਡੀ ਗਿਣਤੀ ਵਿੱਚ ਪਾਰਟੀ ਆਗੂ ਅਤੇ ਵਰਕਰ ਹਾਜ਼ਰ ਸਨ। ਉਨ੍ਹਾਂ ਕਿਹਾ ਕਿ ਜਿੱਤ ਹਾਸਲ ਕਰਨ ਵਾਲੇ ਉਮੀਦਵਾਰ ਲੋਕਾਂ ਦੀ ਸੇਵਾ ਲਈ ਹਮੇਸ਼ਾ ਤਤਪਰ ਰਹਿਣਗੇ ਅਤੇ ਪਿੰਡਾਂ ਦੇ ਵਿਕਾਸ ਲਈ ਕੰਮ ਕਰਨਗੇ। ਇਸ ਮੌਕੇ ਜਗਸੀਰ ਸਿੰਘ, ਹਰਦੀਪ ਸਿੰਘ, ਗੁਰਪ੍ਰੀਤ ਸਿੰਘ ਅਤੇ ਹੋਰ ਆਗੂ ਮੌਜੂਦ ਸਨ। ਜ਼ਿਲ੍ਹਾ ਪ੍ਰੀਸ਼ਦ ਅਤੇ ਬਲਾਕ ਸੰਮਤੀ ਚੋਣਾਂ ਦੇ ਨਤੀਜਿਆਂ ਨੂੰ ਦੇਖਦਿਆਂ ਅਕਾਲੀ ਦਲ ਦੀ ਸਥਿਤੀ ਮਜ਼ਬੂਤ ਹੋਈ ਹੈ। (846, 151, 1144, 323)
article-a8-photo (16, 969, 522, 1144)
article-a7-body-mid: ਸੰਗਤ ਮੰਡੀ 22 ਦਸੰਬਰ (ਗੁਰਜੀਤ ਚੌਹਾਨ) ਵਿਦਿਆਰਥੀ ਜਥੇਬੰਦੀ ਵੱਲੋਂ ਪਿੰਡ ਚੱਕ ਹੀਰਾ ਸਿੰਘ ਵਿਖੇ ਮੀਟਿੰਗ ਕਰਕੇ ਐਕਸ਼ਨ ਕਮੇਟੀ ਦਾ ਗਠਨ ਕੀਤਾ ਗਿਆ। ਜਥੇਬੰਦੀ ਦੇ ਆਗੂਆਂ ਨੇ ਕਿਹਾ ਕਿ ਵਿਦਿਆਰਥੀਆਂ ਦੀਆਂ ਮੰਗਾਂ ਨੂੰ ਲੈ ਕੇ ਸੰਘਰਸ਼ ਤੇਜ਼ ਕੀਤਾ ਜਾਵੇਗਾ। ਪੋਸਟ ਮੈਟ੍ਰਿਕ ਸਕਾਲਰਸ਼ਿਪ ਸਕੀਮ ਦੀ ਰਾਸ਼ੀ ਜਾਰੀ ਨਾ ਹੋਣ ਕਾਰਨ ਵਿਦਿਆਰਥੀਆਂ ਨੂੰ ਭਾਰੀ ਮੁਸ਼ਕਲਾਂ ਦਾ ਸਾਹਮਣਾ ਕਰਨਾ ਪੈ ਰਿਹਾ ਹੈ। (750, 1088, 1147, 1140)
brand-logo (1166, 6, 1505, 55)
article-a9-body: ਜੰਡਿਆਲਾ ਗੁਰੂ 22 ਦਸੰਬਰ (ਸ਼ਰਨਜੀਤ ਸਿੰਘ) ਸੇਂਟ ਸੋਲਜਰ ਕਾਲਜ ਦੇ ਵਿਦਿਆਰਥੀਆਂ ਨੇ ਡਾਕਟਰ ਗੁਰਦਿਆਲ ਸਿੰਘ ਯਾਦਗਾਰੀ ਮੇਲੇ ਵਿੱਚ ਸ਼ਾਨਦਾਰ ਪ੍ਰਦਰਸ਼ਨ ਕਰਦਿਆਂ ਓਵਰ ਆਲ ਟਰਾਫੀ ਤੇ ਕਬਜ਼ਾ ਕੀਤਾ। ਮੇਲੇ ਵਿੱਚ ਜ਼ਿਲ੍ਹੇ ਦੇ ਕਈ ਕਾਲਜਾਂ ਅਤੇ ਸਕੂਲਾਂ ਨੇ ਹਿੱਸਾ ਲਿਆ। ਵਿਦਿਆਰਥੀਆਂ ਨੇ ਗਿੱਧਾ, ਭੰਗੜਾ, ਲੋਕ ਗੀਤ, ਕਵਿਤਾ ਉਚਾਰਨ ਅਤੇ ਹੋਰ ਮੁਕਾਬਲਿਆਂ ਵਿੱਚ ਪਹਿਲੇ ਸਥਾਨ ਹਾਸਲ ਕੀਤੇ। ਕਾਲਜ ਦੇ ਪ੍ਰਿੰਸੀਪਲ ਨੇ ਜੇਤੂ ਵਿਦਿਆਰਥੀਆਂ ਅਤੇ ਅਧਿਆਪਕਾਂ ਨੂੰ ਵਧਾਈ ਦਿੱਤੀ। (537, 1456, 840, 1548)
article-a2-photo (1166, 169, 1499, 407)
article-a3-photo-1 (16, 556, 151, 716)
article-a14-body-under: ਬਰਨਾਲਾ, 22 ਦਸੰਬਰ (ਕੁਲਦੀਪ ਸਿੰਘ) ਪੇਂਡੂ ਵਿਕਾਸ ਅਤੇ ਪੰਚਾਇਤ ਵਿਭਾਗ ਪੰਜਾਬ ਵਿਚ ਕੰਮ ਕਰਦੇ ਨਰੇਗਾ ਕਰਮਚਾਰੀਆਂ ਨੇ ਵਿਭਾਗ ਵਿਚ ਮਰਜ਼ ਕਰ ਕੇ ਰੈਗੂਲਰ ਕਰਨ ਦੀ ਮੰਗ ਨੂੰ ਲੈ ਕੇ ਮੰਗ ਪੱਤਰ ਸੌਂਪਿਆ। ਯੂਨੀਅਨ ਦੇ ਆਗੂਆਂ ਨੇ ਕਿਹਾ ਕਿ ਪਿਛਲੇ ਕਈ ਸਾਲਾਂ ਤੋਂ ਕਰਮਚਾਰੀ ਠੇਕੇ ਤੇ ਕੰਮ ਕਰ ਰਹੇ ਹਨ ਅਤੇ ਉਨ੍ਹਾਂ ਨੂੰ ਪੂਰੀਆਂ ਤਨਖਾਹਾਂ ਨਹੀਂ ਮਿਲ ਰਹੀਆਂ। ਉਨ੍ਹਾਂ ਮੰਗ ਕੀਤੀ ਕਿ ਸਰਕਾਰ 2017 ਦੀ ਨੀਤੀ ਅਨੁਸਾਰ ਕਰਮਚਾਰੀਆਂ ਨੂੰ ਪੱਕਾ ਕਰੇ। ਜੇਕਰ ਮੰਗਾਂ ਨਾ ਮੰਨੀਆਂ ਗਈਆਂ ਤਾਂ ਸੰਘਰਸ਼ ਤੇਜ਼ ਕੀਤਾ ਜਾਵੇਗਾ। ਇਸ ਮੌਕੇ ਜ਼ਿਲ੍ਹੇ ਭਰ ਦੇ ਕਰਮਚਾਰੀ ਹਾਜ਼ਰ ਸਨ ਅਤੇ ਉਨ੍ਹਾਂ ਨੇ ਪ੍ਰਸ਼ਾਸਨ ਰਾਹੀਂ ਮੁੱਖ ਮੰਤਰੀ ਨੂੰ ਮੰਗ ਪੱਤਰ ਭੇਜਿਆ। (386, 2231, 749, 2324)
footer-color-bar (6, 2382, 1506, 2405)
article-a5-subhead: ਫੜੇ ਗਏ ਚੋਰ ਨੂੰ ਦੁਕਾਨਦਾਰ ਨੇ ਕੀਤਾ ਪੁਲਿਸ ਹਵਾਲੇ (1202, 783, 1462, 799)
article-a8 (6, 881, 526, 1291)
article-a13 (1157, 1922, 1506, 2372)
article-a10 (848, 1381, 1154, 1791)
article-a3 (6, 460, 526, 878)
page-number-box (6, 6, 68, 55)
article-a4-body-left: ਜਗਰਾਉਂ, 22 ਦਸੰਬਰ (ਚਰਨਜੀਤ ਸਿੰਘ) ਸੰਯੁਕਤ ਕਿਸਾਨ ਮੋਰਚੇ ਦੀ ਮੀਟਿੰਗ ਗੁਰਦੁਆਰਾ ਸਾਹਿਬ ਵਿਖੇ ਹੋਈ ਜਿਸ ਵਿੱਚ ਵੱਖ ਵੱਖ ਕਿਸਾਨ ਜਥੇਬੰਦੀਆਂ ਦੇ ਆਗੂਆਂ ਨੇ ਸ਼ਮੂਲੀਅਤ ਕੀਤੀ। ਮੀਟਿੰਗ ਨੂੰ ਸੰਬੋਧਨ ਕਰਦਿਆਂ ਦੇਹੜਕਾ ਨੇ ਕਿਹਾ ਕਿ ਕੇਂਦਰ ਸਰਕਾਰ ਦੀਆਂ ਕਾਰਪੋਰੇਟ ਪੱਖੀ ਨੀਤੀਆਂ ਦਾ ਡੱਟ ਕੇ ਵਿਰੋਧ ਕੀਤਾ ਜਾਵੇਗਾ। ਉਨ੍ਹਾਂ ਕਿਹਾ ਕਿ ਬਿਜਲੀ ਸੋਧ ਬਿੱਲ 2025 ਅਤੇ ਬੀਜ ਬਿੱਲ ਕਿਸਾਨਾਂ ਦੇ ਹਿੱਤਾਂ ਦੇ ਖ਼ਿਲਾਫ਼ ਹਨ। ਮੋਰਚੇ ਵੱਲੋਂ ਪਿੰਡ ਪਿੰਡ ਜਾ ਕੇ ਲੋਕਾਂ ਨੂੰ ਜਾਗਰੂਕ ਕੀਤਾ ਜਾਵੇਗਾ ਅਤੇ 29 ਦਸੰਬਰ ਨੂੰ ਵੱਡਾ ਇਕੱਠ ਕੀਤਾ ਜਾਵੇਗਾ। ਇਸ ਮੌਕੇ ਵੱਡੀ ਗਿਣਤੀ ਵਿੱਚ ਕਿਸਾਨ ਅਤੇ ਮਜ਼ਦੂਰ ਹਾਜ਼ਰ ਸਨ। ਆਗੂਆਂ ਨੇ ਕਿਹਾ ਕਿ ਸੰਘਰਸ਼ ਹੀ ਹੱਕ ਪ੍ਰਾਪਤ ਕਰਨ ਦਾ ਇੱਕੋ ਇੱਕ ਰਸਤਾ ਹੈ ਅਤੇ ਕਿਸਾਨ ਆਪਣੀਆਂ ਜ਼ਮੀਨਾਂ ਬਚਾਉਣ ਲਈ ਇਕਜੁੱਟ ਹਨ। (539, 526, 736, 739)
page-number: 12 (11, 9, 62, 52)
article-a4-photo-2 (945, 525, 1149, 724)
article-a13-body: ਕੁਰਾਲੀ, 22 ਦਸੰਬਰ (ਦੀਪ ਕਿਰਨ) ਸ਼ਹਿਰ ਦੇ ਮੁੱਖ ਬਾਜ਼ਾਰ ਵਿੱਚ ਸਥਿਤ ਇੱਕ ਸੀਡ ਸਟੋਰ ਵਿੱਚ ਬੀਤੀ ਰਾਤ ਅਚਾਨਕ ਅੱਗ ਲੱਗਣ ਕਾਰਨ ਲੱਖਾਂ ਰੁਪਏ ਦਾ ਸਮਾਨ ਸੜ ਕੇ ਸੁਆਹ ਹੋ ਗਿਆ। ਦੁਕਾਨ ਮਾਲਕ ਨੇ ਦੱਸਿਆ ਕਿ ਅੱਗ ਸ਼ਾਰਟ ਸਰਕਟ ਕਾਰਨ ਲੱਗੀ ਦੱਸੀ ਜਾ ਰਹੀ ਹੈ। ਫਾਇਰ ਬ੍ਰਿਗੇਡ ਦੀਆਂ ਗੱਡੀਆਂ ਨੇ ਮੌਕੇ ਤੇ ਪਹੁੰਚ ਕੇ ਅੱਗ ਉੱਤੇ ਕਾਬੂ ਪਾਇਆ। ਦੁਕਾਨਦਾਰਾਂ ਨੇ ਪ੍ਰਸ਼ਾਸਨ ਤੋਂ ਮੁਆਵਜ਼ੇ ਦੀ ਮੰਗ ਕੀਤੀ ਹੈ। (1166, 1990, 1284, 2176)
article-a11 (6, 1294, 526, 1665)
article-a1-photo (397, 153, 840, 356)
article-a3-body-under: ਰਾਮਪੁਰਾ ਫੂਲ 22 ਦਸੰਬਰ (ਹਰਵੰਸ਼ ਸਿੰਘ) ਪਿੰਡ ਪੂਹਲੀ ਵਿਖੇ ਬਾਬਾ ਜੀਵਨ ਸਿੰਘ ਜੀ ਦੇ ਸ਼ਹੀਦੀ ਦਿਹਾੜੇ ਨੂੰ ਸਮਰਪਿਤ ਨਗਰ ਕੀਰਤਨ ਸਜਾਏ ਗਏ। ਨਗਰ ਕੀਰਤਨ ਗੁਰਦੁਆਰਾ ਸਾਹਿਬ ਤੋਂ ਸ਼ੁਰੂ ਹੋ ਕੇ ਪਿੰਡ ਦੀਆਂ ਵੱਖ ਵੱਖ ਗਲੀਆਂ ਵਿੱਚੋਂ ਹੁੰਦਾ ਹੋਇਆ ਵਾਪਸ ਗੁਰਦੁਆਰਾ ਸਾਹਿਬ ਵਿਖੇ ਸੰਪੰਨ (16, 819, 280, 871)
